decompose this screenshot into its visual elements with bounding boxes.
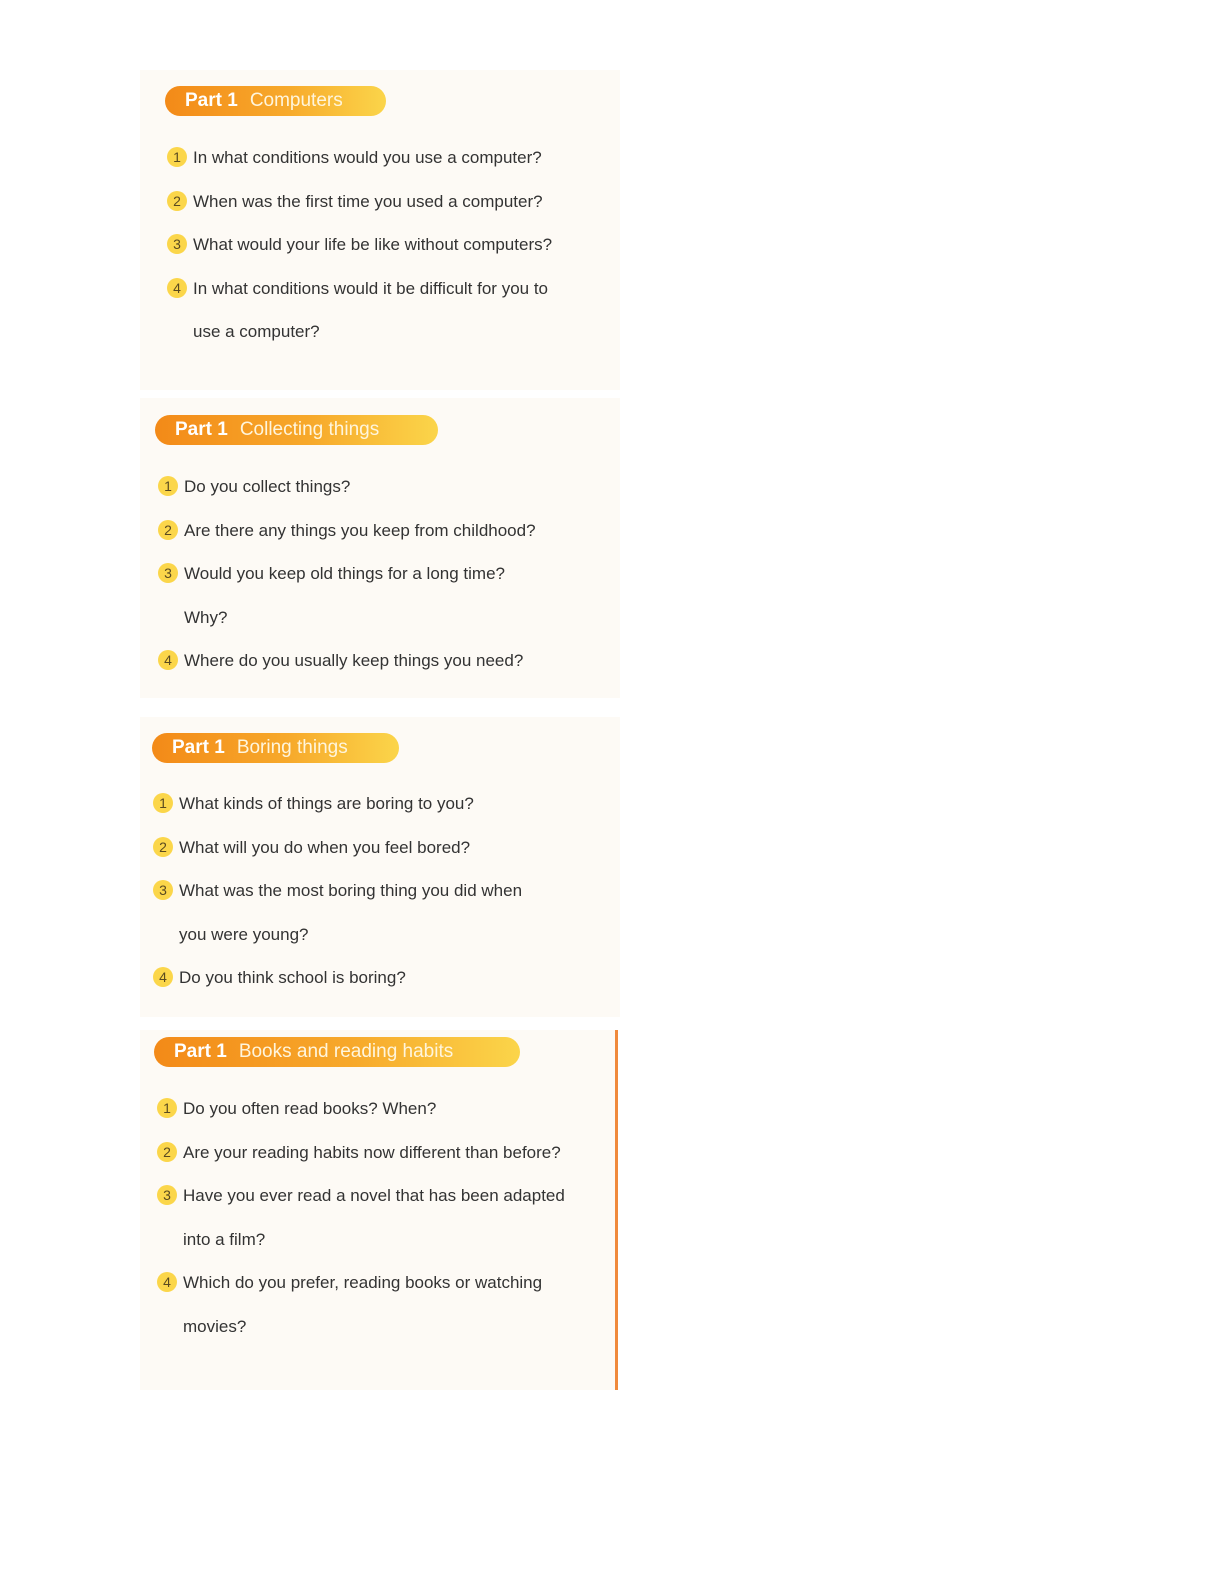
question-number-badge: 2 bbox=[167, 191, 187, 211]
question-item bbox=[173, 267, 552, 311]
question-item bbox=[159, 782, 522, 826]
question-list-boring-things bbox=[159, 782, 523, 1000]
question-number-badge: 2 bbox=[158, 520, 178, 540]
topic-title: Boring things bbox=[236, 737, 348, 758]
question-list-computers bbox=[173, 136, 553, 354]
question-number-badge: 4 bbox=[157, 1272, 177, 1292]
question-number-badge: 3 bbox=[153, 880, 173, 900]
question-number-badge: 4 bbox=[153, 967, 173, 987]
question-text-continuation: you were young? bbox=[179, 924, 309, 944]
question-text: Where do you usually keep things you need? bbox=[184, 651, 524, 671]
question-list-books bbox=[163, 1087, 565, 1349]
question-number-badge: 3 bbox=[157, 1185, 177, 1205]
question-text: Have you ever read a novel that has been adapted bbox=[183, 1186, 565, 1206]
question-text: Do you collect things? bbox=[184, 477, 351, 496]
question-item bbox=[173, 223, 553, 267]
part-label: Part 1 bbox=[174, 1041, 227, 1062]
question-text: Are your reading habits now different than before? bbox=[183, 1142, 561, 1162]
question-item bbox=[164, 639, 536, 683]
question-number-badge: 3 bbox=[167, 234, 187, 254]
question-item bbox=[163, 1261, 565, 1305]
question-text-continuation: movies? bbox=[183, 1316, 247, 1336]
question-item bbox=[159, 956, 522, 1000]
part-label: Part 1 bbox=[185, 90, 238, 111]
topic-title: Books and reading habits bbox=[238, 1041, 454, 1062]
section-header-collecting-things bbox=[155, 415, 438, 445]
question-number-badge: 2 bbox=[157, 1142, 177, 1162]
question-item bbox=[164, 465, 536, 509]
question-text-continuation: use a computer? bbox=[193, 322, 320, 342]
question-text: What kinds of things are boring to you? bbox=[179, 794, 474, 813]
question-item bbox=[159, 869, 523, 913]
question-text-continuation: Why? bbox=[184, 607, 228, 627]
question-list-collecting-things bbox=[164, 465, 536, 683]
question-text: When was the first time you used a computer? bbox=[193, 191, 543, 211]
question-number-badge: 1 bbox=[157, 1098, 177, 1118]
question-text: Do you think school is boring? bbox=[179, 968, 406, 988]
question-item bbox=[163, 1174, 565, 1218]
part-label: Part 1 bbox=[175, 419, 228, 440]
question-text-continuation: into a film? bbox=[183, 1229, 266, 1249]
question-item bbox=[173, 180, 552, 224]
question-number-badge: 4 bbox=[158, 650, 178, 670]
question-number-badge: 1 bbox=[158, 476, 178, 496]
question-item bbox=[163, 1131, 565, 1175]
question-number-badge: 1 bbox=[167, 147, 187, 167]
section-header-computers bbox=[165, 86, 386, 116]
question-text: What will you do when you feel bored? bbox=[179, 837, 471, 857]
question-text: In what conditions would you use a computer? bbox=[193, 148, 542, 167]
part-label: Part 1 bbox=[172, 737, 225, 758]
question-text: Do you often read books? When? bbox=[183, 1099, 437, 1118]
topic-title: Collecting things bbox=[239, 419, 380, 440]
question-item bbox=[163, 1087, 565, 1131]
section-header-boring-things bbox=[152, 733, 399, 763]
question-text: In what conditions would it be difficult for you to bbox=[193, 278, 548, 298]
question-text: Which do you prefer, reading books or watching bbox=[183, 1273, 543, 1293]
question-number-badge: 3 bbox=[158, 563, 178, 583]
topic-title: Computers bbox=[249, 90, 343, 111]
question-number-badge: 4 bbox=[167, 278, 187, 298]
question-number-badge: 1 bbox=[153, 793, 173, 813]
question-item bbox=[173, 136, 552, 180]
question-item bbox=[159, 826, 522, 870]
question-item bbox=[164, 509, 536, 553]
section-header-books bbox=[154, 1037, 520, 1067]
question-number-badge: 2 bbox=[153, 837, 173, 857]
question-text: What would your life be like without computers? bbox=[193, 235, 553, 255]
question-text: Are there any things you keep from childhood? bbox=[184, 520, 536, 540]
question-item bbox=[164, 552, 536, 596]
question-text: What was the most boring thing you did when bbox=[179, 881, 523, 901]
question-text: Would you keep old things for a long time? bbox=[184, 564, 505, 584]
